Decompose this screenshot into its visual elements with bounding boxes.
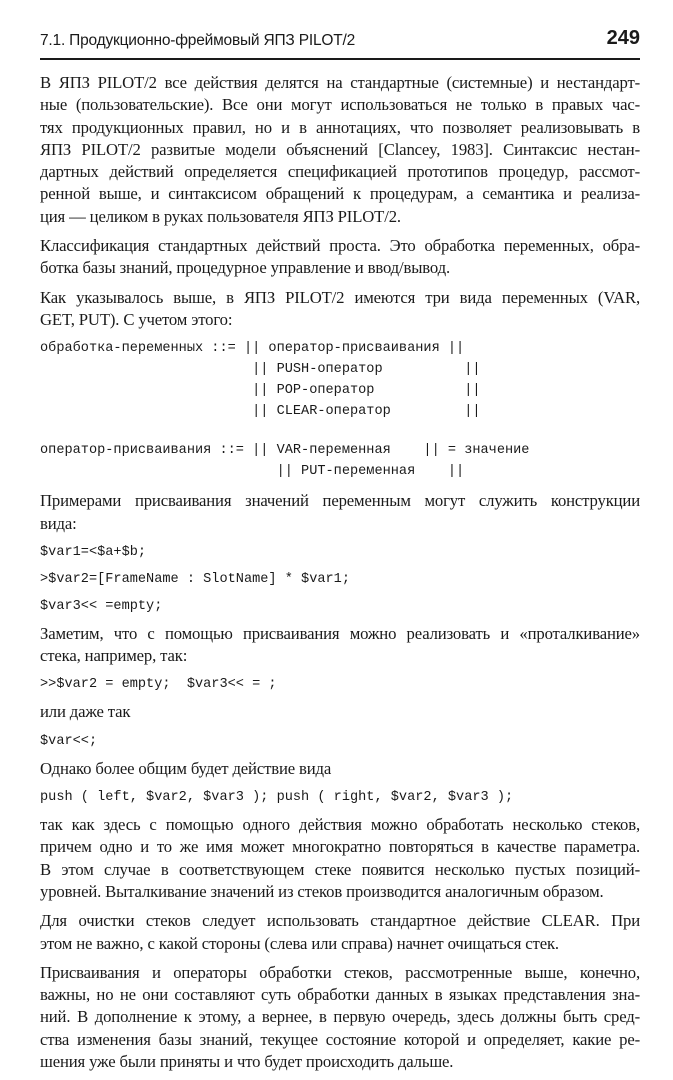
grammar-variable-processing: обработка-переменных ::= || оператор-присваивания || || PUSH-оператор || || POP-оператор || || CLEAR-оператор || оператор-присваивания ::= || VAR-переменная || = значение || PUT-переменная || bbox=[40, 341, 530, 480]
paragraph-clear: Для очистки стеков следует использовать стандартное действие CLEAR. При этом не важно, с какой стороны (слева или справа) начнет очищаться стек. bbox=[40, 911, 640, 953]
running-header bbox=[40, 16, 640, 60]
code-example-3: $var3<< =empty; bbox=[40, 598, 163, 614]
paragraph-variables: Как указывалось выше, в ЯПЗ PILOT/2 имеются три вида переменных (VAR, GET, PUT). С учетом этого: bbox=[40, 287, 640, 329]
paragraph-classification: Классификация стандартных действий проста. Это обработка переменных, обра- ботка базы знаний, процедурное управление и ввод/вывод. bbox=[40, 236, 640, 278]
paragraph-stack-push: Заметим, что с помощью присваивания можно реализовать и «проталкивание» стека, например, так: bbox=[40, 623, 640, 666]
header-rule bbox=[40, 58, 640, 60]
paragraph-assignment-examples: Примерами присваивания значений переменным могут служить конструкции вида: bbox=[40, 491, 640, 533]
section-title: 7.1. Продукционно-фреймовый ЯПЗ PILOT/2 bbox=[40, 32, 356, 49]
page-body bbox=[40, 72, 640, 1080]
paragraph-multiple-stacks: так как здесь с помощью одного действия можно обработать несколько стеков, причем одно и то же имя может многократно повторяться в качестве параметра. В этом случае в соответствующем стеке появится несколько пустых позиций- уровней. Выталкивание значений из стеков производится аналогичным образом. bbox=[40, 815, 640, 901]
code-example-6: push ( left, $var2, $var3 ); push ( right, $var2, $var3 ); bbox=[40, 790, 514, 806]
paragraph-or-even: или даже так bbox=[40, 702, 131, 722]
code-example-1: $var1=<$a+$b; bbox=[40, 544, 147, 560]
code-example-5: $var<<; bbox=[40, 733, 98, 749]
paragraph-general-action: Однако более общим будет действие вида bbox=[40, 758, 332, 778]
page-number: 249 bbox=[606, 27, 640, 49]
paragraph-actions-intro: В ЯПЗ PILOT/2 все действия делятся на стандартные (системные) и нестандарт- ные (пользовательские). Все они могут использоваться не только в правых час- тях продукционных правил, но и в аннотациях, что позволяет реализовывать в ЯПЗ PILOT/2 развитые модели объяснений [Clancey, 1983]. Синтаксис нестан- дартных действий определяется спецификацией прототипов процедур, рассмот- ренной выше, и синтаксисом обращений к процедурам, а семантика и реализа- ция — целиком в руках пользователя ЯПЗ PILOT/2. bbox=[40, 73, 640, 226]
paragraph-conclusion: Присваивания и операторы обработки стеков, рассмотренные выше, конечно, важны, но не они составляют суть обработки данных в языках представления зна- ний. В дополнение к этому, а вернее, в первую очередь, здесь должны быть сред- ства изменения базы знаний, текущее состояние которой и определяет, какие ре- шения уже были приняты и что будет происходить дальше. bbox=[40, 962, 640, 1072]
code-example-4: >>$var2 = empty; $var3<< = ; bbox=[40, 677, 277, 693]
code-example-2: >$var2=[FrameName : SlotName] * $var1; bbox=[40, 571, 350, 587]
